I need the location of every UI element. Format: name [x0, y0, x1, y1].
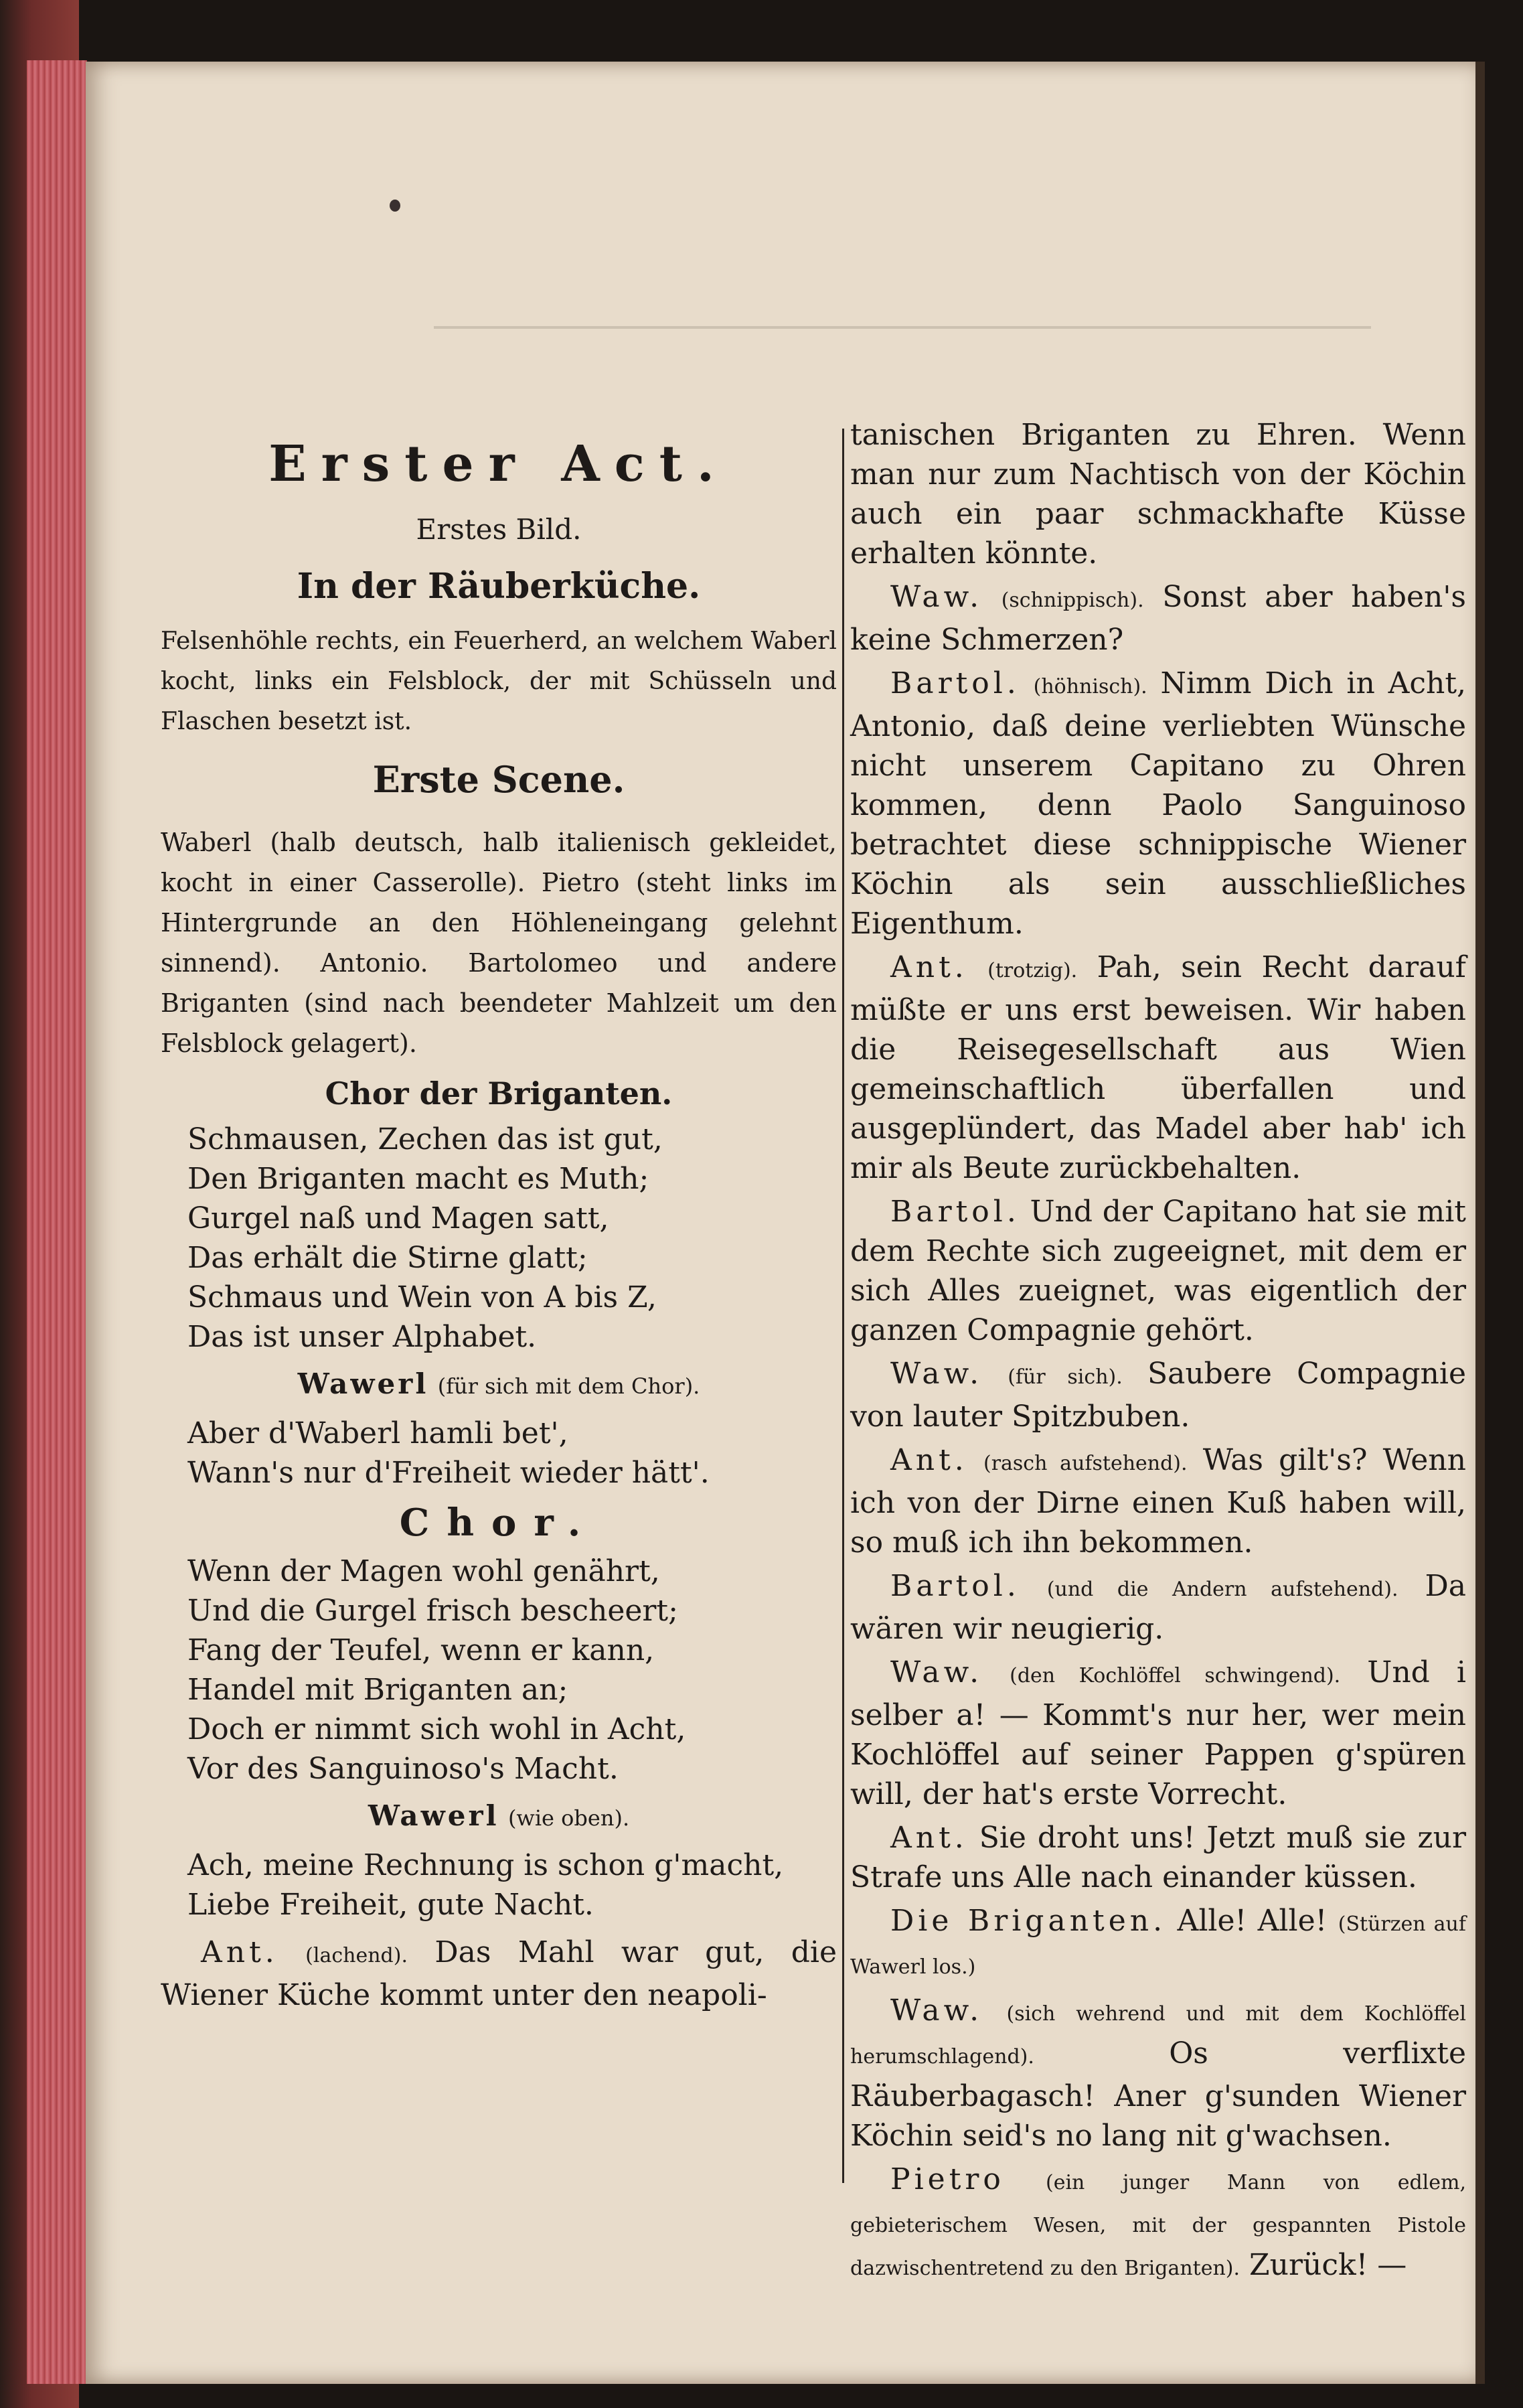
dialogue-paragraph — [850, 577, 1466, 660]
dialogue-paragraph — [850, 1991, 1466, 2156]
speaker-name: Bartol. — [890, 1569, 1020, 1603]
dialogue-paragraph — [850, 1354, 1466, 1436]
speaker-direction: (für sich mit dem Chor). — [437, 1373, 700, 1399]
verse-line: Ach, meine Rechnung is schon g'macht, — [187, 1848, 784, 1882]
speaker-line — [161, 1365, 837, 1406]
speaker-name: Die Briganten. — [890, 1904, 1167, 1938]
stage-direction-setting: Felsenhöhle rechts, ein Feuerherd, an welchem Waberl kocht, links ein Felsblock, der mit Schüsseln und Flaschen besetzt ist. — [161, 627, 837, 735]
dialogue-text: Sonst aber haben's keine Schmerzen? — [850, 580, 1466, 657]
dialogue-text: Nimm Dich in Acht, Antonio, daß deine verliebten Wünsche nicht unserem Capitano zu Ohren kommen, denn Paolo Sanguinoso betrachtet diese schnippische Wiener Köchin als sein ausschließliches Eigenthum. — [850, 666, 1466, 941]
verse-line: Gurgel naß und Magen satt, — [187, 1201, 609, 1235]
speaker-name: Waw. — [890, 1357, 983, 1391]
speaker-name: Ant. — [890, 950, 968, 984]
dialogue-paragraph — [161, 1933, 837, 2015]
page-edges — [27, 60, 87, 2384]
dialogue-text: Und i selber a! — Kommt's nur her, wer mein Kochlöffel auf seiner Pappen g'spüren will, der hat's erste Vorrecht. — [850, 1655, 1466, 1811]
speaker-direction: (rasch aufstehend). — [983, 1452, 1188, 1475]
dialogue-paragraph — [850, 664, 1466, 944]
verse-line: Aber d'Waberl hamli bet', — [187, 1416, 568, 1450]
dialogue-paragraph — [850, 948, 1466, 1188]
bild-heading: Erstes Bild. — [416, 513, 582, 546]
dialogue-paragraph — [850, 1901, 1466, 1987]
speaker-name: Pietro — [890, 2162, 1005, 2196]
speaker-direction: (ein junger Mann von edlem, gebieterischem Wesen, mit der gespannten Pistole dazwischentretend zu den Briganten). — [850, 2171, 1466, 2280]
verse-line: Fang der Teufel, wenn er kann, — [187, 1633, 655, 1667]
dialogue-text: Da wären wir neugierig. — [850, 1569, 1466, 1646]
verse-line: Das erhält die Stirne glatt; — [187, 1241, 588, 1275]
speaker-name: Ant. — [201, 1935, 278, 1969]
speaker-name: Waw. — [890, 1655, 983, 1689]
verse-block-4 — [187, 1846, 837, 1925]
dialogue-paragraph — [850, 415, 1466, 573]
dialogue-paragraph — [850, 1440, 1466, 1562]
speaker-direction: (für sich). — [1008, 1365, 1123, 1389]
verse-block-3 — [187, 1552, 837, 1789]
dialogue-text: Und der Capitano hat sie mit dem Rechte sich zugeeignet, mit dem er sich Alles zueignet, was eigentlich der ganzen Compagnie gehört. — [850, 1195, 1466, 1347]
speaker-name: Waw. — [890, 1993, 983, 2028]
verse-block-1 — [187, 1120, 837, 1357]
dialogue-paragraph — [850, 1192, 1466, 1350]
right-column — [850, 415, 1466, 2292]
column-divider — [842, 429, 844, 2183]
dialogue-paragraph — [850, 2160, 1466, 2288]
speaker-direction: (höhnisch). — [1033, 675, 1147, 698]
verse-line: Liebe Freiheit, gute Nacht. — [187, 1888, 594, 1922]
speaker-direction: (Stürzen auf Wawerl los.) — [850, 1912, 1466, 1979]
verse-line: Schmaus und Wein von A bis Z, — [187, 1280, 657, 1314]
dialogue-text: Zurück! — — [1249, 2248, 1407, 2282]
speaker-name: Ant. — [890, 1821, 968, 1855]
verse-line: Das ist unser Alphabet. — [187, 1320, 537, 1354]
speaker-direction: (und die Andern aufstehend). — [1046, 1578, 1398, 1601]
speaker-direction: (wie oben). — [507, 1805, 630, 1831]
speaker-name: Wawerl — [368, 1799, 499, 1832]
speaker-direction: (sich wehrend und mit dem Kochlöffel herumschlagend). — [850, 2002, 1466, 2068]
verse-line: Doch er nimmt sich wohl in Acht, — [187, 1712, 686, 1746]
left-column — [161, 415, 837, 2019]
dialogue-text: Alle! Alle! — [1177, 1904, 1328, 1938]
dramatis-personae: Waberl (halb deutsch, halb italienisch gekleidet, kocht in einer Casserolle). Pietro (steht links im Hintergrunde an den Höhleneingang gelehnt sinnend). Antonio. Bartolomeo und andere Briganten (sind nach beendeter Mahlzeit um den Felsblock gelagert). — [161, 828, 837, 1058]
verse-block-2 — [187, 1414, 837, 1493]
speaker-direction: (den Kochlöffel schwingend). — [1010, 1664, 1341, 1687]
scene-title: Erste Scene. — [372, 758, 625, 801]
speaker-name: Bartol. — [890, 1195, 1020, 1229]
dialogue-text: Was gilt's? Wenn ich von der Dirne einen Kuß haben will, so muß ich ihn bekommen. — [850, 1443, 1466, 1560]
verse-line: Den Briganten macht es Muth; — [187, 1162, 649, 1196]
verse-line: Und die Gurgel frisch bescheert; — [187, 1594, 678, 1628]
verse-line: Schmausen, Zechen das ist gut, — [187, 1122, 663, 1156]
dialogue-text: Sie droht uns! Jetzt muß sie zur Strafe uns Alle nach einander küssen. — [850, 1821, 1466, 1894]
page-binding-shadow — [1475, 62, 1485, 2384]
speaker-direction: (lachend). — [305, 1944, 408, 1967]
verse-line: Handel mit Briganten an; — [187, 1673, 568, 1707]
speaker-line — [161, 1797, 837, 1837]
act-title: Erster Act. — [268, 435, 729, 493]
speaker-direction: (trotzig). — [987, 959, 1078, 982]
verse-line: Wann's nur d'Freiheit wieder hätt'. — [187, 1456, 710, 1490]
speaker-name: Waw. — [890, 580, 983, 614]
dialogue-text: Os verflixte Räuberbagasch! Aner g'sunden Wiener Köchin seid's no lang nit g'wachsen. — [850, 2036, 1466, 2153]
dialogue-paragraph — [850, 1566, 1466, 1649]
bleed-through-rule — [434, 326, 1371, 329]
scene-location: In der Räuberküche. — [297, 566, 701, 607]
speaker-name: Wawerl — [297, 1367, 429, 1400]
speaker-direction: (schnippisch). — [1001, 589, 1144, 612]
chor-label: Chor. — [399, 1501, 598, 1545]
chor-heading: Chor der Briganten. — [325, 1075, 673, 1112]
dialogue-text: tanischen Briganten zu Ehren. Wenn man nur zum Nachtisch von der Köchin auch ein paar schmackhafte Küsse erhalten könnte. — [850, 418, 1466, 571]
verse-line: Wenn der Magen wohl genährt, — [187, 1554, 660, 1588]
speaker-name: Bartol. — [890, 666, 1020, 700]
dialogue-text: Das Mahl war gut, die Wiener Küche kommt unter den neapoli- — [161, 1935, 837, 2012]
dialogue-text: Saubere Compagnie von lauter Spitzbuben. — [850, 1357, 1466, 1434]
dialogue-paragraph — [850, 1818, 1466, 1897]
ink-spot — [390, 200, 400, 212]
dialogue-text: Pah, sein Recht darauf müßte er uns erst beweisen. Wir haben die Reisegesellschaft aus Wien gemeinschaftlich überfallen und ausgeplündert, das Madel aber hab' ich mir als Beute zurückbehalten. — [850, 950, 1466, 1185]
verse-line: Vor des Sanguinoso's Macht. — [187, 1752, 619, 1786]
dialogue-paragraph — [850, 1653, 1466, 1814]
speaker-name: Ant. — [890, 1443, 968, 1477]
